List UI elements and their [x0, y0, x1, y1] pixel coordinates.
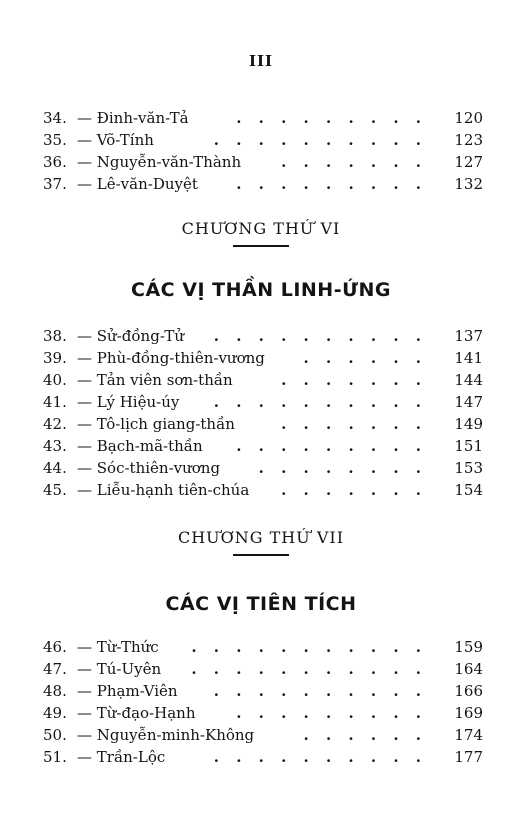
toc-entry — [43, 457, 483, 479]
toc-entry — [43, 325, 483, 347]
entry-page: 164 — [454, 660, 483, 678]
entry-number: 42. — [43, 415, 67, 433]
dot-leader: . . . . . . . . . — [236, 109, 427, 127]
entry-title: — Từ-đạo-Hạnh — [77, 704, 196, 722]
entry-number: 34. — [43, 109, 67, 127]
entry-page: 166 — [454, 682, 483, 700]
chapter-7-rule — [233, 554, 289, 556]
page-number: III — [248, 52, 274, 70]
toc-entry — [43, 680, 483, 702]
entry-page: 147 — [454, 393, 483, 411]
entry-title: — Từ-Thức — [77, 638, 159, 656]
entry-title: — Sóc-thiên-vương — [77, 459, 221, 477]
entry-title: — Tô-lịch giang-thần — [77, 415, 235, 433]
dot-leader: . . . . . . — [303, 349, 427, 367]
entry-page: 120 — [454, 109, 483, 127]
toc-entry — [43, 702, 483, 724]
entry-page: 159 — [454, 638, 483, 656]
entry-title: — Võ-Tính — [77, 131, 154, 149]
entry-number: 40. — [43, 371, 67, 389]
toc-entry — [43, 413, 483, 435]
toc-group-1 — [43, 107, 483, 195]
entry-number: 35. — [43, 131, 67, 149]
entry-number: 49. — [43, 704, 67, 722]
entry-title: — Tản viên sơn-thần — [77, 371, 233, 389]
entry-number: 51. — [43, 748, 67, 766]
entry-page: 144 — [454, 371, 483, 389]
entry-page: 151 — [454, 437, 483, 455]
entry-page: 153 — [454, 459, 483, 477]
dot-leader: . . . . . . . . . . — [213, 131, 427, 149]
dot-leader: . . . . . . . — [281, 153, 427, 171]
toc-group-3 — [43, 636, 483, 768]
dot-leader: . . . . . . . . . . — [213, 393, 427, 411]
entry-number: 36. — [43, 153, 67, 171]
entry-title: — Liễu-hạnh tiên-chúa — [77, 481, 250, 499]
entry-page: 127 — [454, 153, 483, 171]
entry-title: — Bạch-mã-thần — [77, 437, 203, 455]
entry-page: 137 — [454, 327, 483, 345]
entry-number: 47. — [43, 660, 67, 678]
entry-title: — Phạm-Viên — [77, 682, 178, 700]
dot-leader: . . . . . . . . . . — [213, 748, 427, 766]
entry-page: 132 — [454, 175, 483, 193]
entry-title: — Sử-đồng-Tử — [77, 327, 185, 345]
entry-page: 169 — [454, 704, 483, 722]
entry-title: — Nguyễn-văn-Thành — [77, 153, 242, 171]
entry-title: — Phù-đồng-thiên-vương — [77, 349, 265, 367]
dot-leader: . . . . . . . . . — [236, 175, 427, 193]
entry-number: 39. — [43, 349, 67, 367]
dot-leader: . . . . . . . . — [258, 459, 427, 477]
chapter-6-rule — [233, 245, 289, 247]
dot-leader: . . . . . . . — [281, 481, 427, 499]
toc-entry — [43, 636, 483, 658]
entry-page: 141 — [454, 349, 483, 367]
toc-entry — [43, 129, 483, 151]
toc-entry — [43, 479, 483, 501]
toc-entry — [43, 391, 483, 413]
entry-page: 177 — [454, 748, 483, 766]
chapter-7-title: CÁC VỊ TIÊN TÍCH — [165, 593, 357, 615]
entry-title: — Đinh-văn-Tả — [77, 109, 189, 127]
dot-leader: . . . . . . . . . — [236, 437, 427, 455]
entry-title: — Lê-văn-Duyệt — [77, 175, 198, 193]
toc-entry — [43, 347, 483, 369]
entry-page: 154 — [454, 481, 483, 499]
entry-number: 43. — [43, 437, 67, 455]
entry-number: 48. — [43, 682, 67, 700]
entry-number: 50. — [43, 726, 67, 744]
entry-title: — Trần-Lộc — [77, 748, 166, 766]
entry-page: 174 — [454, 726, 483, 744]
entry-number: 44. — [43, 459, 67, 477]
entry-title: — Tú-Uyên — [77, 660, 162, 678]
entry-number: 41. — [43, 393, 67, 411]
toc-entry — [43, 173, 483, 195]
toc-group-2 — [43, 325, 483, 501]
entry-number: 46. — [43, 638, 67, 656]
toc-entry — [43, 369, 483, 391]
chapter-6-heading: CHƯƠNG THỨ VI — [181, 219, 341, 238]
dot-leader: . . . . . . . . . — [236, 704, 427, 722]
toc-entry — [43, 724, 483, 746]
entry-page: 149 — [454, 415, 483, 433]
toc-entry — [43, 151, 483, 173]
entry-title: — Nguyễn-minh-Không — [77, 726, 255, 744]
dot-leader: . . . . . . . — [281, 371, 427, 389]
toc-entry — [43, 658, 483, 680]
dot-leader: . . . . . . . . . . — [213, 682, 427, 700]
chapter-7-heading: CHƯƠNG THỨ VII — [177, 528, 345, 547]
entry-number: 38. — [43, 327, 67, 345]
toc-entry — [43, 435, 483, 457]
toc-entry — [43, 107, 483, 129]
toc-entry — [43, 746, 483, 768]
entry-number: 45. — [43, 481, 67, 499]
dot-leader: . . . . . . — [303, 726, 427, 744]
dot-leader: . . . . . . . . . . — [213, 327, 427, 345]
entry-title: — Lý Hiệu-úy — [77, 393, 180, 411]
dot-leader: . . . . . . . . . . . — [191, 638, 427, 656]
dot-leader: . . . . . . . — [281, 415, 427, 433]
entry-number: 37. — [43, 175, 67, 193]
chapter-6-title: CÁC VỊ THẦN LINH-ỨNG — [131, 279, 391, 301]
entry-page: 123 — [454, 131, 483, 149]
dot-leader: . . . . . . . . . . . — [191, 660, 427, 678]
